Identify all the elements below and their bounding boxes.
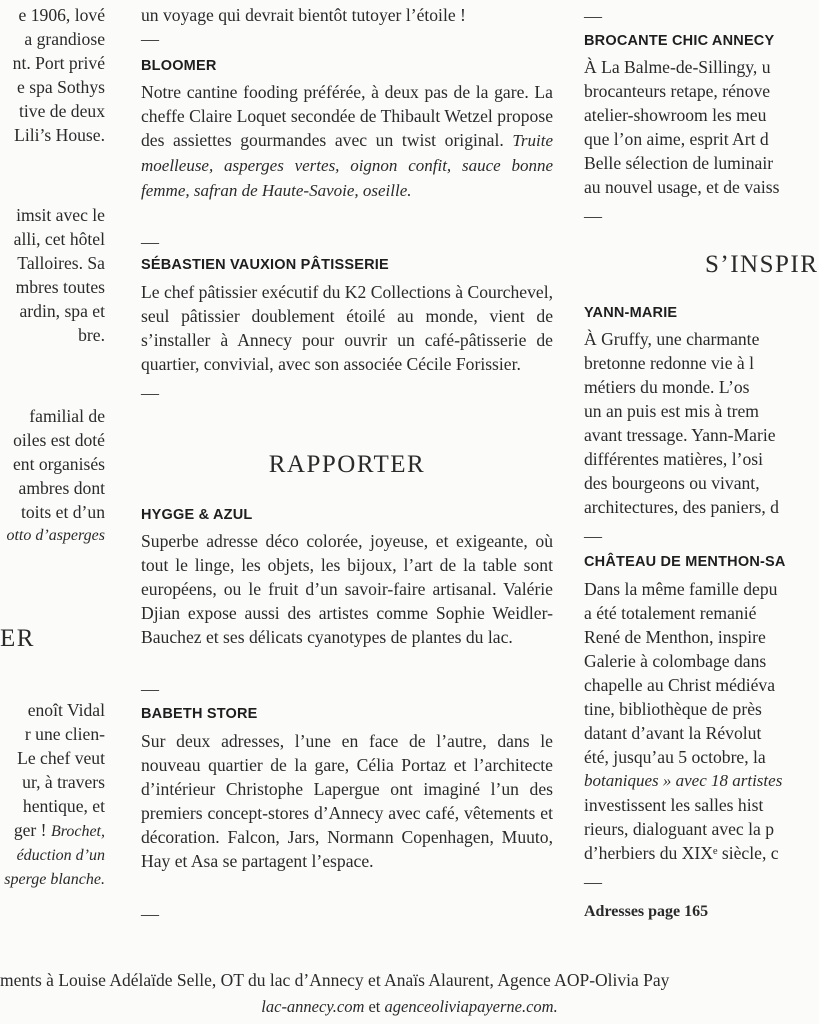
text-line: architectures, des paniers, d — [584, 497, 779, 517]
entry-text-babeth: Sur deux adresses, l’une en face de l’autre, dans le nouveau quartier de la gare, Célia Portaz et l’architecte d’intérieur Christophe Lapergue ont imaginé l’un des premiers concept-stores d’Annecy avec café, vêtements et décoration. Falcon, Jars, Normann Copenhagen, Muuto, Hay et Asa se partagent l’espace. — [141, 731, 553, 871]
separator-dash: — — [141, 383, 159, 403]
text-line: sperge blanche. — [4, 871, 105, 888]
section-heading: RAPPORTER — [268, 451, 426, 478]
text-line: nt. Port privé — [12, 53, 105, 73]
text-line: ent organisés — [12, 454, 105, 474]
left-block-1 — [0, 3, 105, 147]
text-line: Talloires. Sa — [17, 253, 105, 273]
text-line: toits et d’un — [20, 502, 105, 522]
entry-title-yann-marie: YANN-MARIE — [584, 305, 678, 321]
text-line: atelier-showroom les meu — [584, 105, 767, 125]
caption-link-lac-annecy[interactable]: lac-annecy.com — [261, 997, 365, 1016]
text-line: familial de — [29, 406, 105, 426]
text-line: enoît Vidal — [27, 700, 105, 720]
entry-title-brocante: BROCANTE CHIC ANNECY — [584, 33, 775, 49]
intro-text: un voyage qui devrait bientôt tutoyer l’étoile ! — [141, 5, 466, 25]
text-line: a grandiose — [24, 29, 105, 49]
text-line: au nouvel usage, et de vaiss — [584, 177, 780, 197]
caption-line-1: ments à Louise Adélaïde Selle, OT du lac d’Annecy et Anaïs Alaurent, Agence AOP-Olivia Pay — [0, 970, 670, 990]
text-line: été, jusqu’au 5 octobre, la — [584, 747, 766, 767]
text-line: bre. — [78, 325, 105, 345]
section-heading: S’INSPIR — [705, 251, 819, 278]
text-line: Le chef veut — [17, 748, 105, 768]
caption-line-2 — [0, 997, 819, 1017]
text-line: un an puis est mis à trem — [584, 401, 759, 421]
text-line — [0, 818, 105, 844]
text-line: mbres toutes — [15, 277, 105, 297]
text-line: a été totalement remanié — [584, 603, 757, 623]
entry-text-vauxion: Le chef pâtissier exécutif du K2 Collections à Courchevel, seul pâtissier doublement étoilé au monde, vient de s’installer à Annecy pour ouvrir un café-pâtisserie de quartier, convivial, avec son associée Cécile Forissier. — [141, 282, 553, 374]
text-line: datant d’avant la Révolut — [584, 723, 762, 743]
text-line: tine, bibliothèque de près — [584, 699, 762, 719]
text-line: e spa Sothys — [17, 77, 105, 97]
text-line: À Gruffy, une charmante — [584, 329, 760, 349]
text-line: otto d’asperges — [6, 527, 105, 544]
entry-title-chateau: CHÂTEAU DE MENTHON-SA — [584, 554, 786, 570]
separator-dash: — — [141, 232, 159, 252]
text-line: r une clien- — [24, 724, 105, 744]
text-line: avant tressage. Yann-Marie — [584, 425, 776, 445]
text-line: des bourgeons ou vivant, — [584, 473, 760, 493]
italic-span: Brochet, — [50, 823, 105, 840]
text-line: Belle sélection de luminair — [584, 153, 774, 173]
text-line: oiles est doté — [13, 430, 105, 450]
text-span: Notre cantine fooding préférée, à deux pas de la gare. La cheffe Claire Loquet secondée de Thibault Wetzel propose des assiettes gourmandes avec un twist original. — [141, 82, 553, 150]
separator-dash: — — [584, 872, 602, 892]
text-line: ardin, spa et — [19, 301, 105, 321]
text-line: brocanteurs retape, rénove — [584, 81, 771, 101]
text-line: rieurs, dialoguant avec la p — [584, 819, 775, 839]
left-block-3 — [0, 404, 105, 548]
text-line: e 1906, lové — [18, 5, 105, 25]
addresses-reference: Adresses page 165 — [584, 903, 709, 920]
text-line: botaniques » avec 18 artistes — [584, 771, 783, 790]
separator-dash: — — [141, 679, 159, 699]
text-line: Lili’s House. — [14, 125, 105, 145]
entry-title-vauxion: SÉBASTIEN VAUXION PÂTISSERIE — [141, 257, 389, 273]
text-line: À La Balme-de-Sillingy, u — [584, 57, 771, 77]
italic-span: Truite moelleuse, asperges vertes, oignon confit, sauce bonne femme, safran de Haute-Savoie, oseille. — [141, 131, 553, 200]
entry-title-babeth: BABETH STORE — [141, 706, 258, 722]
caption-link-agence[interactable]: agenceoliviapayerne.com. — [384, 997, 558, 1016]
entry-text-brocante — [584, 55, 819, 199]
text-line: Dans la même famille depu — [584, 579, 778, 599]
separator-dash: — — [584, 526, 602, 546]
left-block-4 — [0, 698, 105, 892]
entry-text-chateau — [584, 577, 819, 865]
text-line: investissent les salles hist — [584, 795, 764, 815]
section-heading: ER — [0, 625, 35, 652]
text-line: éduction d’un — [16, 847, 105, 864]
text-line: bretonne redonne vie à l — [584, 353, 755, 373]
separator-dash: — — [584, 206, 602, 226]
text-line: imsit avec le — [16, 205, 105, 225]
separator-dash: — — [584, 6, 602, 26]
text-line: ur, à travers — [22, 772, 105, 792]
text-line: alli, cet hôtel — [13, 229, 105, 249]
entry-text-yann-marie — [584, 327, 819, 519]
separator-dash: — — [141, 904, 159, 924]
text-line: chapelle au Christ médiéva — [584, 675, 776, 695]
text-line: d’herbiers du XIXᵉ siècle, c — [584, 843, 779, 863]
text-line: Galerie à colombage dans — [584, 651, 767, 671]
text-line: différentes matières, l’osi — [584, 449, 763, 469]
text-line: métiers du monde. L’os — [584, 377, 750, 397]
entry-text-hygge: Superbe adresse déco colorée, joyeuse, et exigeante, où tout le linge, les objets, les bijoux, l’art de la table sont européens, ou le fruit d’un savoir-faire artisanal. Valérie Djian expose aussi des artistes comme Sophie Weidler-Bauchez et ses délicats cyanotypes de plantes du lac. — [141, 531, 553, 647]
entry-text-bloomer — [141, 80, 553, 203]
left-block-2 — [0, 203, 105, 347]
text-line: René de Menthon, inspire — [584, 627, 766, 647]
text-line: tive de deux — [19, 101, 105, 121]
separator-dash: — — [141, 29, 159, 49]
text-line: hentique, et — [22, 796, 105, 816]
text-span: ger ! — [13, 820, 51, 840]
text-line: que l’on aime, esprit Art d — [584, 129, 769, 149]
caption-conjunction: et — [364, 997, 385, 1016]
entry-title-hygge: HYGGE & AZUL — [141, 507, 253, 523]
entry-title-bloomer: BLOOMER — [141, 58, 217, 74]
text-line: ambres dont — [18, 478, 105, 498]
